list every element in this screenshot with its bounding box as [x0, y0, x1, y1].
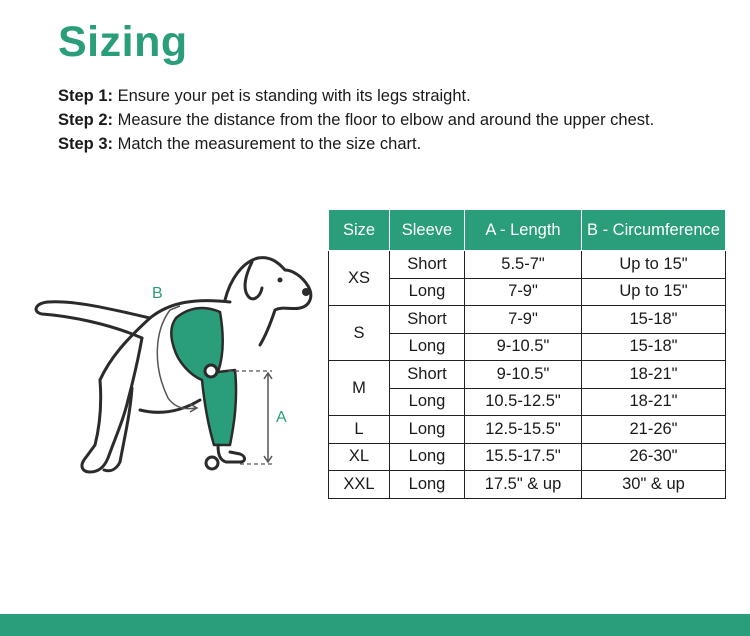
- table-row: [329, 471, 726, 499]
- size-cell: XL: [329, 443, 390, 471]
- sleeve-cell: Short: [390, 251, 465, 279]
- dog-nose: [302, 288, 310, 296]
- sleeve-cell: Short: [390, 306, 465, 334]
- header-length: A - Length: [465, 210, 582, 251]
- dog-head: [225, 258, 311, 345]
- size-chart: [328, 209, 726, 499]
- length-cell: 5.5-7": [465, 251, 582, 279]
- header-size: Size: [329, 210, 390, 251]
- sleeve-cell: Long: [390, 278, 465, 306]
- page-title: Sizing: [58, 18, 188, 66]
- sleeve-cell: Long: [390, 333, 465, 361]
- circumference-cell: 15-18": [582, 306, 726, 334]
- step-1: [58, 84, 654, 108]
- instructions: [58, 84, 654, 156]
- step-3: [58, 132, 654, 156]
- length-cell: 10.5-12.5": [465, 388, 582, 416]
- length-cell: 9-10.5": [465, 333, 582, 361]
- sleeve-cell: Long: [390, 388, 465, 416]
- length-cell: 17.5" & up: [465, 471, 582, 499]
- header-circumference: B - Circumference: [582, 210, 726, 251]
- label-b: B: [152, 285, 163, 302]
- header-sleeve: Sleeve: [390, 210, 465, 251]
- size-cell: XXL: [329, 471, 390, 499]
- dog-measurement-diagram: [20, 240, 320, 485]
- sleeve-cell: Long: [390, 416, 465, 444]
- green-sleeve: [171, 308, 236, 445]
- step-2: [58, 108, 654, 132]
- step-2-text: Measure the distance from the floor to elbow and around the upper chest.: [113, 111, 655, 129]
- sleeve-cell: Long: [390, 471, 465, 499]
- sleeve-cell: Long: [390, 443, 465, 471]
- step-1-label: Step 1:: [58, 87, 114, 105]
- dog-ear: [245, 262, 262, 299]
- circumference-cell: 21-26": [582, 416, 726, 444]
- table-row: [329, 251, 726, 279]
- label-a: A: [276, 409, 287, 426]
- circumference-cell: Up to 15": [582, 251, 726, 279]
- step-3-label: Step 3:: [58, 135, 114, 153]
- elbow-marker: [205, 365, 217, 377]
- paw-marker: [206, 457, 218, 469]
- circumference-cell: 18-21": [582, 361, 726, 389]
- footer-bar: [0, 614, 750, 636]
- circumference-cell: 30" & up: [582, 471, 726, 499]
- step-3-text: Match the measurement to the size chart.: [113, 135, 422, 153]
- step-2-label: Step 2:: [58, 111, 114, 129]
- dog-front-leg: [218, 445, 245, 462]
- size-cell: XS: [329, 251, 390, 306]
- circumference-cell: Up to 15": [582, 278, 726, 306]
- circumference-cell: 18-21": [582, 388, 726, 416]
- size-cell: S: [329, 306, 390, 361]
- step-1-text: Ensure your pet is standing with its legs straight.: [113, 87, 471, 105]
- table-row: [329, 306, 726, 334]
- table-row: [329, 416, 726, 444]
- size-cell: M: [329, 361, 390, 416]
- length-cell: 15.5-17.5": [465, 443, 582, 471]
- table-header-row: [329, 210, 726, 251]
- sleeve-cell: Short: [390, 361, 465, 389]
- dog-eye: [278, 278, 283, 283]
- length-cell: 9-10.5": [465, 361, 582, 389]
- table-row: [329, 443, 726, 471]
- circumference-cell: 26-30": [582, 443, 726, 471]
- length-cell: 7-9": [465, 306, 582, 334]
- table-row: [329, 361, 726, 389]
- size-cell: L: [329, 416, 390, 444]
- circumference-cell: 15-18": [582, 333, 726, 361]
- length-cell: 7-9": [465, 278, 582, 306]
- length-cell: 12.5-15.5": [465, 416, 582, 444]
